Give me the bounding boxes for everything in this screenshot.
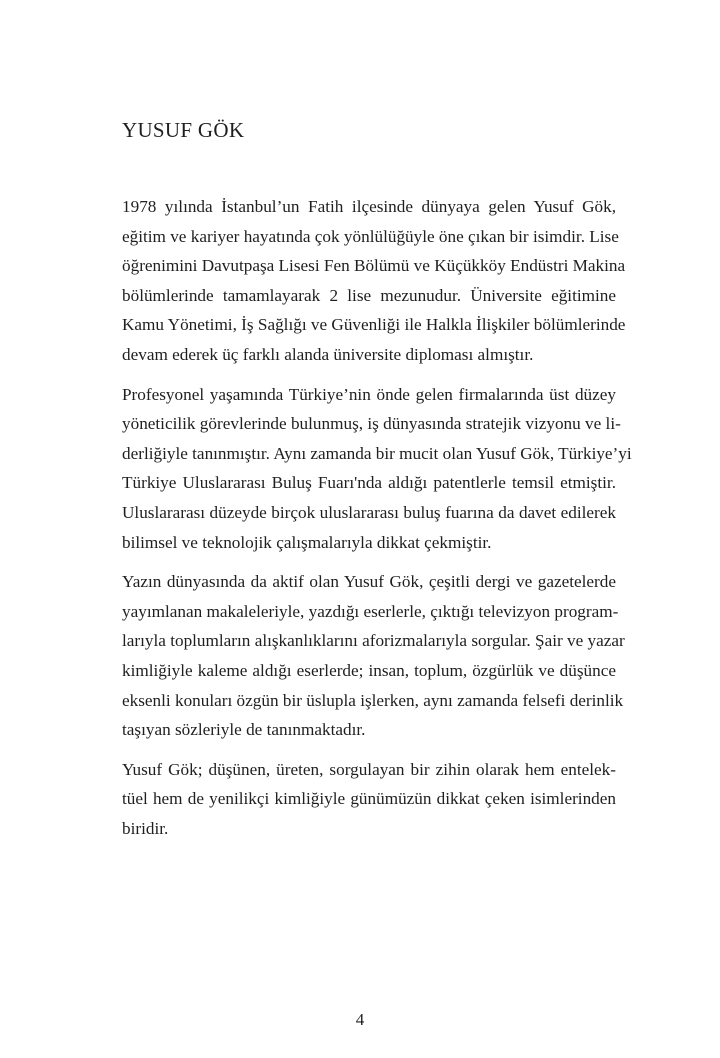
text-line: 1978 yılında İstanbul’un Fatih ilçesinde dünyaya gelen Yusuf Gök, <box>122 197 616 216</box>
text-line: öğrenimini Davutpaşa Lisesi Fen Bölümü ve Küçükköy Endüstri Makina <box>122 256 626 276</box>
text-line: Yusuf Gök; düşünen, üreten, sorgulayan bir zihin olarak hem entelek- <box>122 759 616 779</box>
text-line: biridir. <box>122 818 169 838</box>
text-line: eğitim ve kariyer hayatında çok yönlülüğüyle öne çıkan bir isimdir. Lise <box>122 226 619 246</box>
text-line: Yazın dünyasında da aktif olan Yusuf Gök, çeşitli dergi ve gazetelerde <box>122 572 616 592</box>
text-line: Profesyonel yaşamında Türkiye’nin önde gelen firmalarında üst düzey <box>122 384 616 404</box>
author-heading: YUSUF GÖK <box>122 118 245 142</box>
text-line: bilimsel ve teknolojik çalışmalarıyla dikkat çekmiştir. <box>122 532 492 552</box>
text-line: kimliğiyle kaleme aldığı eserlerde; insan, toplum, özgürlük ve düşünce <box>122 660 616 680</box>
bio-paragraph-4 <box>122 755 616 844</box>
biography-body <box>122 192 632 853</box>
text-line: larıyla toplumların alışkanlıklarını aforizmalarıyla sorgular. Şair ve yazar <box>122 631 625 651</box>
bio-paragraph-2 <box>122 380 632 558</box>
text-line: taşıyan sözleriyle de tanınmaktadır. <box>122 720 366 740</box>
text-line: Uluslararası düzeyde birçok uluslararası buluş fuarına da davet edilerek <box>122 502 616 522</box>
text-line: devam ederek üç farklı alanda üniversite diploması almıştır. <box>122 344 534 364</box>
text-line: Türkiye Uluslararası Buluş Fuarı'nda aldığı patentlerle temsil etmiştir. <box>122 473 616 493</box>
bio-paragraph-3 <box>122 567 625 745</box>
text-line: bölümlerinde tamamlayarak 2 lise mezunudur. Üniversite eğitimine <box>122 285 616 305</box>
text-line: tüel hem de yenilikçi kimliğiyle günümüzün dikkat çeken isimlerinden <box>122 789 616 809</box>
bio-paragraph-1 <box>122 192 626 370</box>
page-number: 4 <box>355 1010 365 1029</box>
text-line: derliğiyle tanınmıştır. Aynı zamanda bir mucit olan Yusuf Gök, Türkiye’yi <box>122 443 632 463</box>
text-line: yayımlanan makaleleriyle, yazdığı eserlerle, çıktığı televizyon program- <box>122 601 619 621</box>
text-line: yöneticilik görevlerinde bulunmuş, iş dünyasında stratejik vizyonu ve li- <box>122 414 621 434</box>
text-line: eksenli konuları özgün bir üslupla işlerken, aynı zamanda felsefi derinlik <box>122 690 624 710</box>
text-line: Kamu Yönetimi, İş Sağlığı ve Güvenliği ile Halkla İlişkiler bölümlerinde <box>122 315 626 335</box>
